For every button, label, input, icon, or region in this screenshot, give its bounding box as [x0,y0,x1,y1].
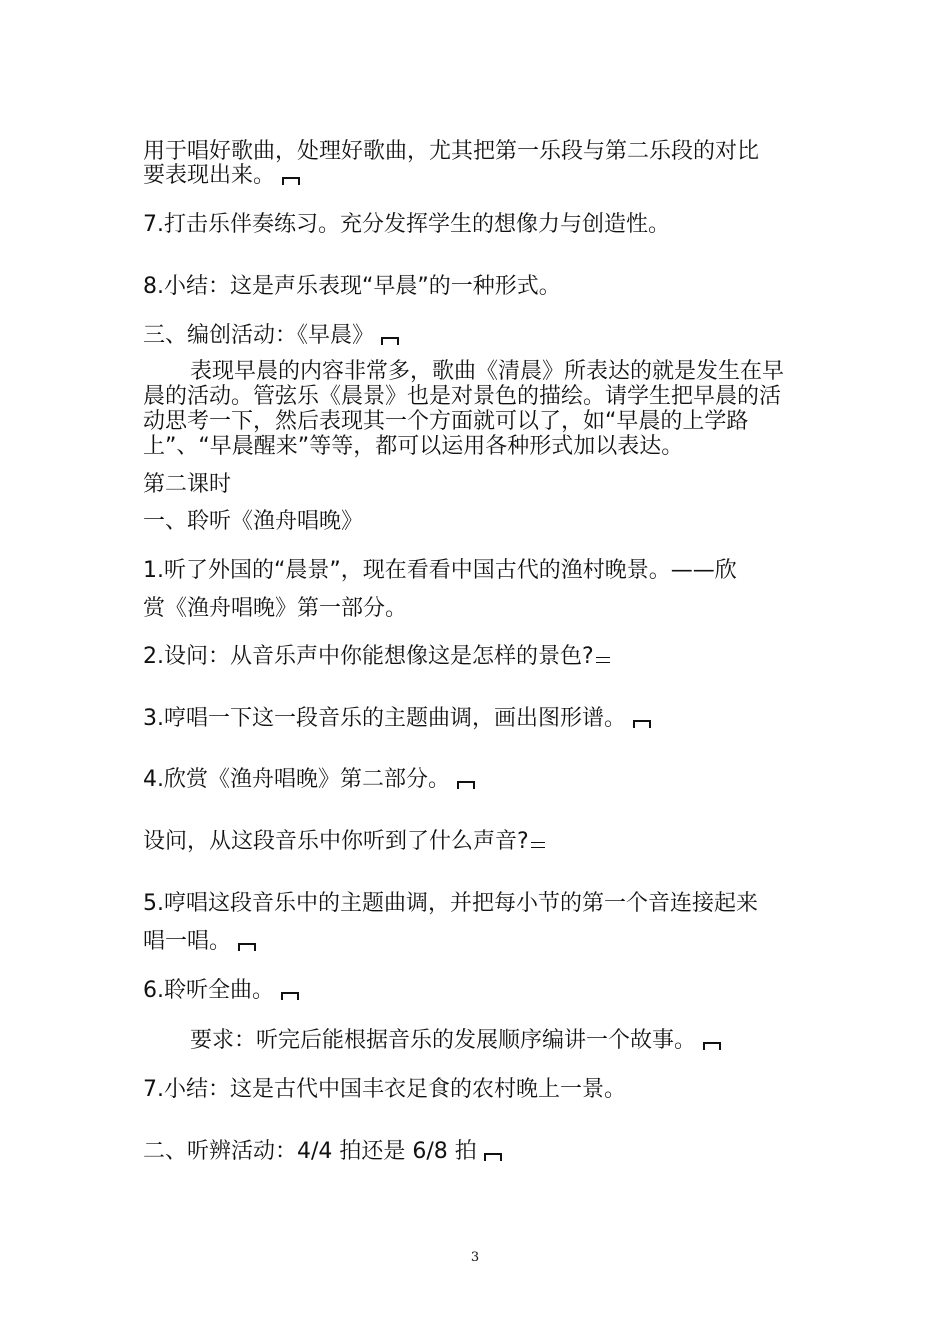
text-line [143,767,476,793]
line-text: 二、听辨活动：4/4 拍还是 6/8 拍 [143,1139,477,1164]
line-text: 7.打击乐伴奏练习。充分发挥学生的想像力与创造性。 [143,212,670,237]
text-line [143,274,561,300]
text-line [143,891,758,917]
text-line [143,139,759,165]
text-line [143,212,670,238]
line-text: 唱一唱。 [143,929,232,954]
line-text: 三、编创活动：《早晨》 [143,323,375,348]
paragraph-mark-icon [596,653,610,667]
paragraph-mark-icon [380,332,400,346]
paragraph-mark-icon [632,715,652,729]
paragraph-mark-icon [483,1148,503,1162]
section-heading [143,323,400,349]
text-line [143,829,545,855]
text-line [143,644,610,670]
section-heading [143,509,363,535]
line-text: 上”、“早晨醒来”等等，都可以运用各种形式加以表达。 [143,434,684,459]
page-number: 3 [470,1250,480,1265]
line-text: 8.小结：这是声乐表现“早晨”的一种形式。 [143,274,561,299]
text-line [190,1028,722,1054]
text-line [143,706,652,732]
line-text: 6.聆听全曲。 [143,978,274,1003]
text-line [143,978,300,1004]
text-line [143,1077,626,1103]
text-line [143,163,301,189]
line-text: 1.听了外国的“晨景”，现在看看中国古代的渔村晚景。——欣 [143,558,737,583]
paragraph-mark-icon [237,938,257,952]
line-text: 用于唱好歌曲，处理好歌曲，尤其把第一乐段与第二乐段的对比 [143,139,760,164]
line-text: 动思考一下，然后表现其一个方面就可以了，如“早晨的上学路 [143,409,749,434]
line-text: 一、聆听《渔舟唱晚》 [143,509,364,534]
paragraph-mark-icon [456,776,476,790]
line-text: 要表现出来。 [143,163,276,188]
line-text: 要求：听完后能根据音乐的发展顺序编讲一个故事。 [190,1028,697,1053]
text-line [143,434,683,460]
line-text: 表现早晨的内容非常多，歌曲《清晨》所表达的就是发生在早 [190,359,785,384]
line-text: 赏《渔舟唱晚》第一部分。 [143,596,408,621]
line-text: 2.设问：从音乐声中你能想像这是怎样的景色? [143,644,594,669]
line-text: 设问，从这段音乐中你听到了什么声音? [143,829,529,854]
line-text: 3.哼唱一下这一段音乐的主题曲调，画出图形谱。 [143,706,626,731]
line-text: 5.哼唱这段音乐中的主题曲调，并把每小节的第一个音连接起来 [143,891,758,916]
lesson-heading [143,472,231,498]
text-line [143,384,781,410]
text-line [143,596,407,622]
line-text: 晨的活动。管弦乐《晨景》也是对景色的描绘。请学生把早晨的活 [143,384,782,409]
line-text: 4.欣赏《渔舟唱晚》第二部分。 [143,767,450,792]
paragraph-mark-icon [531,838,545,852]
paragraph-mark-icon [281,172,301,186]
paragraph-mark-icon [702,1037,722,1051]
paragraph-mark-icon [280,987,300,1001]
line-text: 第二课时 [143,472,232,497]
text-line [143,558,737,584]
text-line [190,359,784,385]
section-heading [143,1139,503,1165]
text-line [143,929,257,955]
text-line [143,409,748,435]
line-text: 7.小结：这是古代中国丰衣足食的农村晚上一景。 [143,1077,626,1102]
